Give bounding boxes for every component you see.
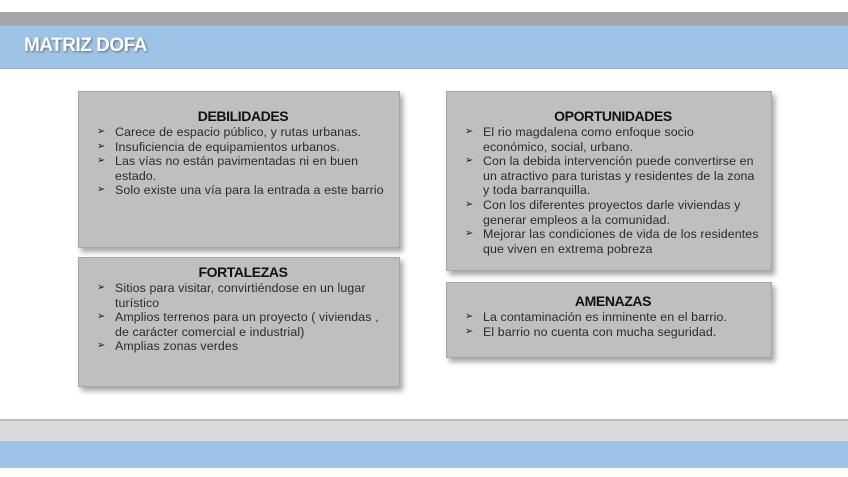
debilidades-list (97, 125, 389, 198)
arrowhead-bullet-icon: ➢ (97, 126, 106, 137)
header-gray-band (0, 12, 848, 26)
list-item-text: Amplias zonas verdes (115, 339, 239, 354)
arrowhead-bullet-icon: ➢ (97, 155, 106, 167)
arrowhead-bullet-icon: ➢ (97, 282, 106, 293)
list-item (465, 125, 761, 154)
list-item-text: El rio magdalena como enfoque socio económico, social, urbano. (483, 125, 694, 154)
list-item (97, 339, 389, 354)
list-item-text: Las vías no están pavimentadas ni en buen estado. (115, 154, 359, 183)
arrowhead-bullet-icon: ➢ (465, 155, 474, 167)
arrowhead-bullet-icon: ➢ (97, 340, 106, 352)
list-item-text: Insuficiencia de equipamientos urbanos. (115, 139, 341, 154)
list-item (465, 227, 761, 256)
amenazas-card (446, 282, 772, 358)
debilidades-card (78, 91, 400, 248)
arrowhead-bullet-icon: ➢ (465, 325, 474, 337)
list-item (465, 154, 761, 198)
list-item-text: Carece de espacio público, y rutas urbanas. (115, 125, 362, 139)
list-item (97, 140, 389, 155)
list-item (97, 154, 389, 183)
list-item-text: Amplios terrenos para un proyecto ( viviendas , de carácter comercial e industrial) (115, 310, 379, 339)
oportunidades-card (446, 91, 772, 271)
arrowhead-bullet-icon: ➢ (97, 311, 106, 323)
list-item-text: Con la debida intervención puede convertirse en un atractivo para turistas y residentes de la zona y toda barranquilla. (483, 154, 755, 198)
arrowhead-bullet-icon: ➢ (465, 228, 474, 240)
amenazas-list (465, 310, 761, 339)
list-item (97, 183, 389, 198)
amenazas-title: AMENAZAS (574, 293, 652, 309)
list-item-text: Sitios para visitar, convirtiéndose en un lugar turístico (115, 281, 366, 310)
fortalezas-card (78, 257, 400, 387)
arrowhead-bullet-icon: ➢ (465, 126, 474, 137)
slide-title: MATRIZ DOFA (24, 35, 147, 56)
arrowhead-bullet-icon: ➢ (465, 311, 474, 322)
list-item-text: El barrio no cuenta con mucha seguridad. (483, 324, 717, 339)
debilidades-title: DEBILIDADES (197, 108, 289, 124)
arrowhead-bullet-icon: ➢ (97, 140, 106, 152)
arrowhead-bullet-icon: ➢ (465, 198, 474, 210)
arrowhead-bullet-icon: ➢ (97, 184, 106, 196)
list-item (97, 125, 389, 140)
fortalezas-title: FORTALEZAS (198, 264, 288, 280)
footer-blue-band (0, 441, 848, 468)
list-item (465, 325, 761, 340)
list-item (465, 198, 761, 227)
list-item (97, 310, 389, 339)
list-item (97, 281, 389, 310)
list-item-text: Solo existe una vía para la entrada a este barrio (115, 183, 384, 198)
oportunidades-title: OPORTUNIDADES (554, 108, 672, 124)
oportunidades-list (465, 125, 761, 256)
footer-gray-band (0, 419, 848, 443)
list-item-text: Con los diferentes proyectos darle viviendas y generar empleos a la comunidad. (483, 197, 741, 227)
list-item-text: La contaminación es inminente en el barrio. (483, 310, 727, 324)
list-item (465, 310, 761, 325)
fortalezas-list (97, 281, 389, 354)
list-item-text: Mejorar las condiciones de vida de los residentes que viven en extrema pobreza (483, 227, 759, 256)
